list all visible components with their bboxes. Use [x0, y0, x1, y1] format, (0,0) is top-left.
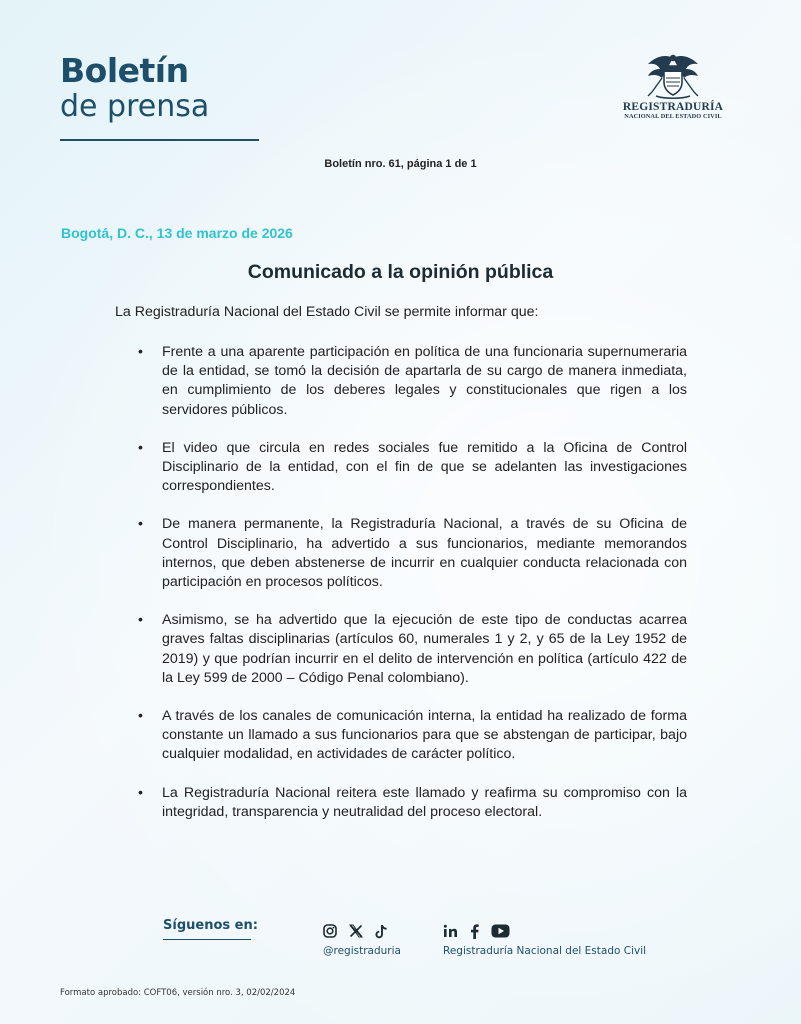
page-title: Comunicado a la opinión pública: [247, 261, 554, 283]
bullet-icon: •: [138, 344, 143, 360]
list-item-text: De manera permanente, la Registraduría Nacional, a través de su Oficina de Control Disciplinario, ha advertido a sus funcionarios, mediante memorandos internos, que deben abstenerse de incurrir en cualquier conducta relacionada con participación en procesos políticos.: [162, 516, 687, 591]
bullet-icon: •: [138, 439, 143, 456]
list-item-text: Asimismo, se ha advertido que la ejecución de este tipo de conductas acarrea graves faltas disciplinarias (artículos 60, numerales 1 y 2, y 65 de la Ley 1952 de 2019) y que podrían incurrir en el delito de intervención en política (artículo 422 de la Ley 599 de 2000 – Código Penal colombiano).: [162, 612, 687, 686]
follow-underline: [163, 939, 251, 940]
social-page-name[interactable]: Registraduría Nacional del Estado Civil: [443, 945, 647, 957]
facebook-icon[interactable]: [470, 924, 479, 939]
format-footer: Formato aprobado: COFT06, versión nro. 3, 02/02/2024: [60, 988, 296, 998]
header-title-bold: Boletín: [60, 51, 189, 90]
statement-list: [138, 343, 687, 841]
bulletin-header: [60, 52, 209, 124]
bulletin-number: Boletín nro. 61, página 1 de 1: [324, 158, 477, 170]
bullet-icon: •: [138, 708, 143, 725]
x-icon[interactable]: [349, 924, 363, 938]
bullet-icon: •: [138, 784, 143, 801]
intro-paragraph: La Registraduría Nacional del Estado Civil se permite informar que:: [115, 304, 539, 320]
social-group-left: [323, 922, 401, 957]
youtube-icon[interactable]: [491, 924, 510, 938]
list-item: [138, 343, 687, 420]
linkedin-icon[interactable]: [443, 924, 458, 938]
bullet-icon: •: [138, 612, 143, 629]
registraduria-logo: [617, 52, 729, 120]
bullet-icon: •: [138, 516, 143, 533]
instagram-icon[interactable]: [323, 924, 337, 938]
list-item-text: A través de los canales de comunicación interna, la entidad ha realizado de forma constante un llamado a sus funcionarios para que se abstengan de participar, bajo cualquier modalidad, en actividades de carácter político.: [162, 708, 687, 763]
social-group-right: [443, 922, 646, 957]
list-item: [138, 784, 687, 822]
header-title-light: de prensa: [60, 89, 210, 124]
date-line: Bogotá, D. C., 13 de marzo de 2026: [61, 225, 293, 241]
logo-subtitle: NACIONAL DEL ESTADO CIVIL: [624, 113, 722, 120]
tiktok-icon[interactable]: [375, 924, 388, 939]
logo-name: REGISTRADURÍA: [622, 101, 724, 113]
list-item: [138, 707, 687, 765]
social-handle[interactable]: @registraduria: [323, 945, 401, 957]
list-item: [138, 611, 687, 688]
list-item-text: La Registraduría Nacional reitera este llamado y reafirma su compromiso con la integridad, transparencia y neutralidad del proceso electoral.: [162, 784, 687, 820]
list-item: [138, 439, 687, 497]
list-item: [138, 515, 687, 592]
header-underline: [60, 139, 259, 141]
list-item-text: El video que circula en redes sociales fue remitido a la Oficina de Control Disciplinario de la entidad, con el fin de que se adelanten las investigaciones correspondientes.: [162, 439, 687, 495]
follow-label: Síguenos en:: [163, 918, 258, 933]
list-item-text: Frente a una aparente participación en política de una funcionaria supernumeraria de la entidad, se tomó la decisión de apartarla de su cargo de manera inmediata, en cumplimiento de los deberes legales y constitucionales que rigen a los servidores públicos.: [162, 344, 687, 418]
coat-of-arms-icon: [642, 52, 704, 100]
